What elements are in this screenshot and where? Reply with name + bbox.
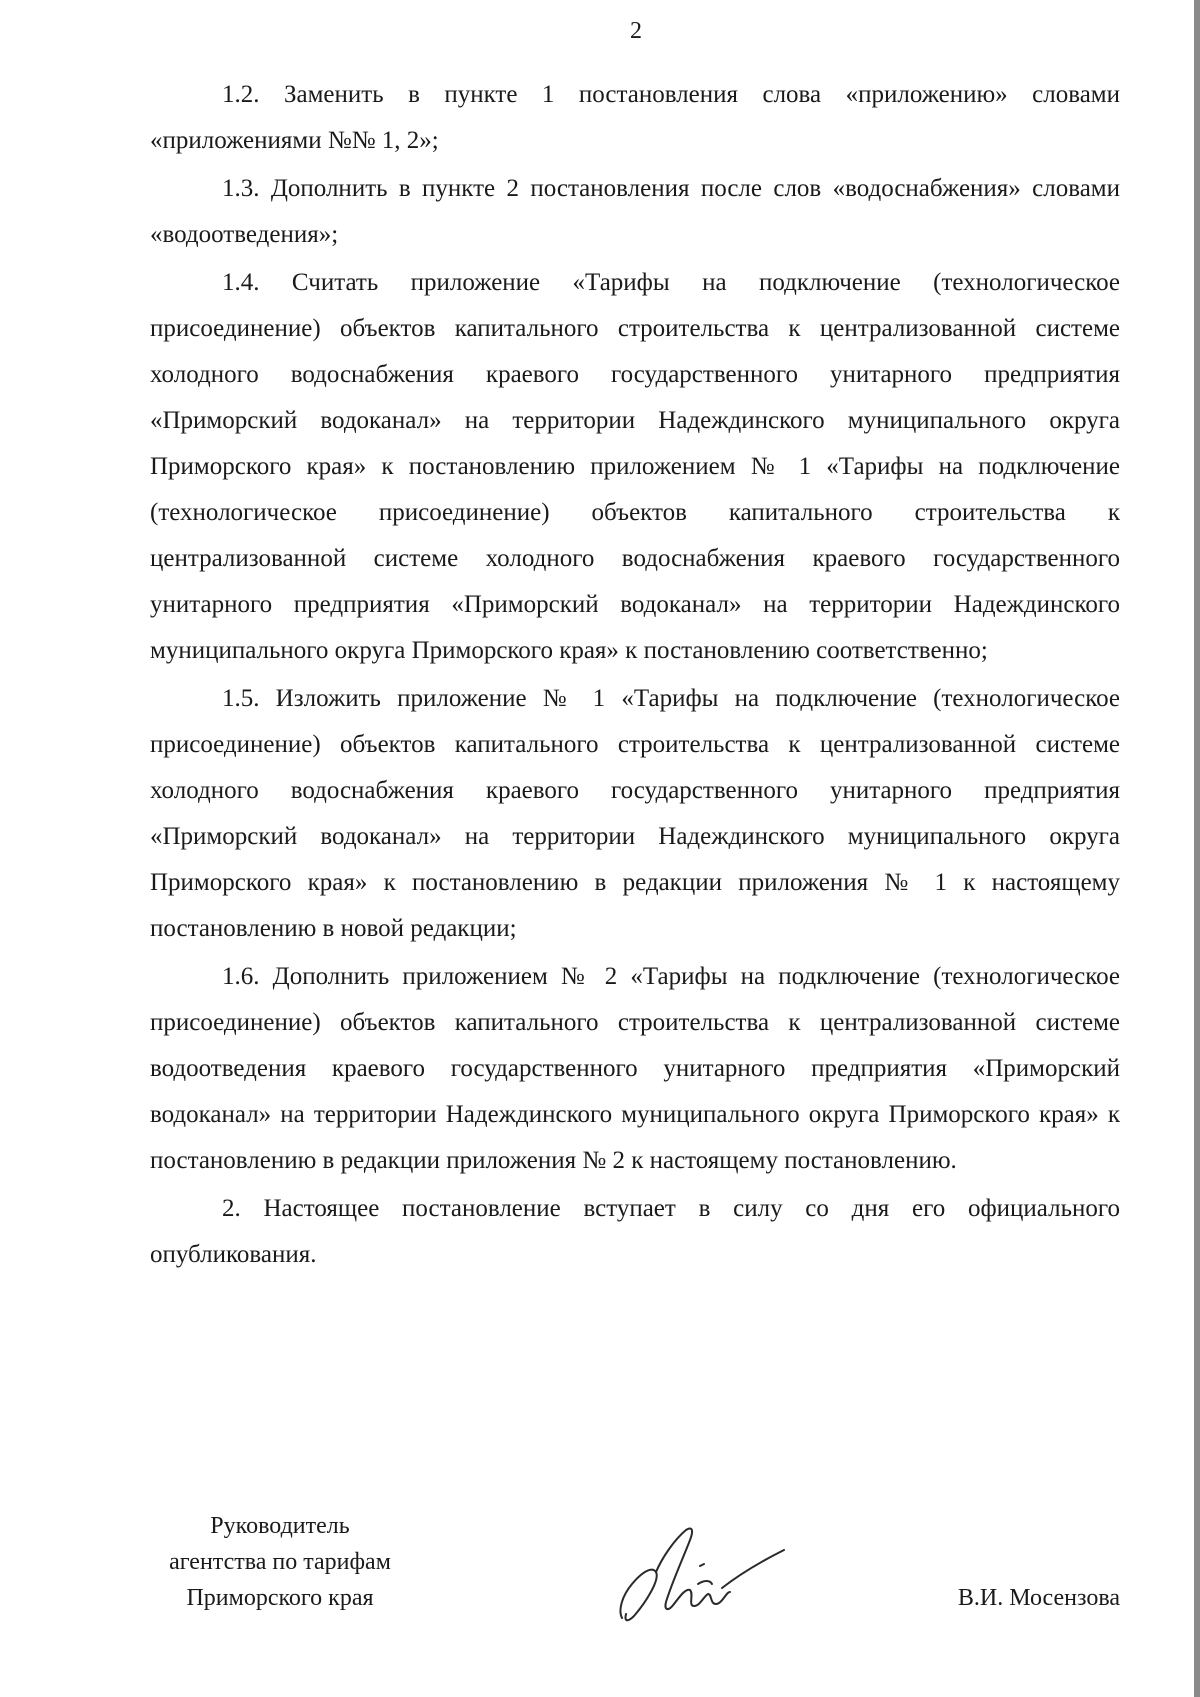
page-number: 2 <box>630 18 642 44</box>
paragraph-1-6: 1.6. Дополнить приложением № 2 «Тарифы на подключение (технологическое присоединение) объектов капитального строительства к централизованной системе водоотведения краевого государственного унитарного предприятия «Приморский водоканал» на территории Надеждинского муниципального округа Приморского края» к постановлению в редакции приложения № 2 к настоящему постановлению. <box>150 963 1120 1174</box>
paragraph-1-3: 1.3. Дополнить в пункте 2 постановления после слов «водоснабжения» словами «водоотведения»; <box>150 175 1120 248</box>
handwritten-signature-icon <box>600 1518 790 1628</box>
signer-title <box>140 1508 420 1616</box>
signature-block <box>0 1508 1200 1668</box>
signer-title-line: Руководитель <box>210 1513 350 1539</box>
signer-name: В.И. Мосензова <box>957 1585 1120 1611</box>
paragraph-1-4: 1.4. Считать приложение «Тарифы на подключение (технологическое присоединение) объектов капитального строительства к централизованной системе холодного водоснабжения краевого государственного унитарного предприятия «Приморский водоканал» на территории Надеждинского муниципального округа Приморского края» к постановлению приложением № 1 «Тарифы на подключение (технологическое присоединение) объектов капитального строительства к централизованной системе холодного водоснабжения краевого государственного унитарного предприятия «Приморский водоканал» на территории Надеждинского муниципального округа Приморского края» к постановлению соответственно; <box>150 269 1120 664</box>
signer-title-line: Приморского края <box>186 1585 374 1611</box>
signer-title-line: агентства по тарифам <box>169 1549 391 1575</box>
paragraph-1-5: 1.5. Изложить приложение № 1 «Тарифы на подключение (технологическое присоединение) объектов капитального строительства к централизованной системе холодного водоснабжения краевого государственного унитарного предприятия «Приморский водоканал» на территории Надеждинского муниципального округа Приморского края» к постановлению в редакции приложения № 1 к настоящему постановлению в новой редакции; <box>150 685 1120 942</box>
document-body <box>150 72 1120 1278</box>
paragraph-2: 2. Настоящее постановление вступает в силу со дня его официального опубликования. <box>150 1195 1120 1268</box>
page-edge <box>1194 0 1200 1697</box>
paragraph-1-2: 1.2. Заменить в пункте 1 постановления слова «приложению» словами «приложениями №№ 1, 2»; <box>150 81 1120 154</box>
